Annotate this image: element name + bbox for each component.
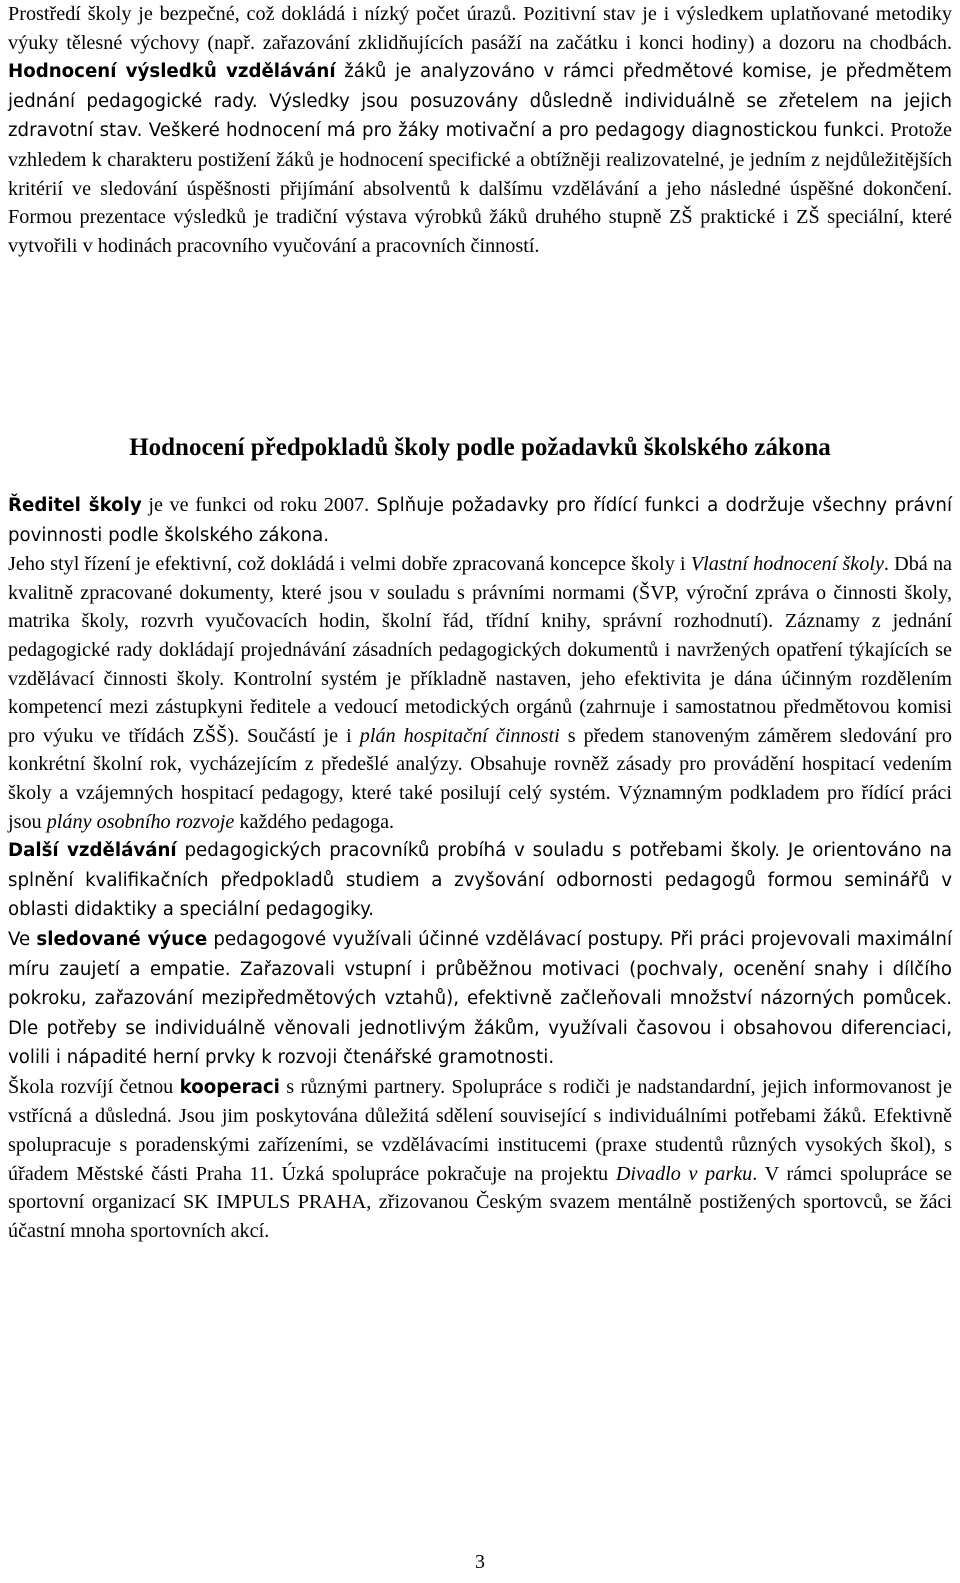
section-heading: Hodnocení předpokladů školy podle požadavků školského zákona	[129, 434, 831, 461]
director-text-1: je ve funkci od roku 2007.	[141, 494, 370, 516]
results-criteria-text: Protože vzhledem k charakteru postižení žáků je hodnocení specifické a obtížněji realizovatelné, je jedním z nejdůležitějších kritérií ve sledování úspěšnosti přijímání absolventů k dalšímu vzdělávání a jeho následné úspěšné dokončení. Formou prezentace výsledků je tradiční výstava výrobků žáků druhého stupně ZŠ praktické i ZŠ speciální, které vytvořili v hodinách pracovního vyučování a pracovních činností.	[8, 119, 952, 257]
management-text-3: s předem stanoveným záměrem sledování pro konkrétní školní rok, vycházejícím z předešlé analýzy. Obsahuje rovněž zásady pro provádění hospitací vedením školy a vzájemných hospitací pedagogy, které také posilují celý systém. Významným podkladem pro řídící práci jsou	[8, 724, 952, 833]
director-bold: Ředitel školy	[8, 495, 142, 516]
cooperation-bold: kooperaci	[179, 1076, 280, 1098]
cooperation-paragraph	[8, 1073, 952, 1246]
results-evaluation-text: žáků je analyzováno v rámci předmětové komise, je předmětem jednání pedagogické rady.	[8, 61, 952, 112]
cooperation-text-1: Škola rozvíjí četnou	[8, 1075, 180, 1098]
results-individual-text: Výsledky jsou posuzovány důsledně individuálně se zřetelem na jejich zdravotní stav. Veškeré hodnocení má pro žáky motivační a pro pedagogy diagnostickou funkci.	[8, 90, 952, 142]
results-evaluation-bold: Hodnocení výsledků vzdělávání	[8, 61, 336, 83]
further-education-paragraph	[8, 836, 952, 925]
further-education-text: pedagogických pracovníků probíhá v souladu s potřebami školy. Je orientováno na splnění kvalifikačních předpokladů studiem a zvyšování odbornosti pedagogů formou seminářů v oblasti didaktiky a speciální pedagogiky.	[8, 840, 953, 921]
observed-teaching-text-1: Ve	[8, 928, 37, 950]
management-text-4: každého pedagoga.	[234, 810, 395, 833]
director-paragraph	[8, 491, 952, 550]
observed-teaching-text-2: pedagogové využívali účinné vzdělávací postupy. Při práci projevovali maximální míru zaujetí a empatie. Zařazovali vstupní i průběžnou motivaci (pochvaly, ocenění snahy i dílčího pokroku, zařazování mezipředmětových vztahů), efektivně začleňovali množství názorných pomůcek. Dle potřeby se individuálně věnovali jednotlivým žákům, využívali časovou i obsahovou diferenciaci, volili i nápadité herní prvky k rozvoji čtenářské gramotnosti.	[8, 928, 953, 1069]
intro-sentence-safety: Prostředí školy je bezpečné, což dokládá i nízký počet úrazů. Pozitivní stav je i výsledkem uplatňované metodiky výuky tělesné výchovy (např. zařazování zklidňujících pasáží na začátku i konci hodiny) a dozoru na chodbách.	[8, 3, 952, 54]
management-italic-2: plán hospitační činnosti	[359, 724, 560, 747]
intro-block	[8, 0, 952, 260]
management-paragraph	[8, 550, 952, 836]
management-text-1: Jeho styl řízení je efektivní, což dokládá i velmi dobře zpracovaná koncepce školy i	[8, 553, 691, 576]
observed-teaching-paragraph	[8, 925, 952, 1073]
main-block	[8, 491, 952, 1245]
intro-paragraph	[8, 0, 952, 260]
page-number: 3	[475, 1551, 485, 1573]
further-education-bold: Další vzdělávání	[8, 840, 177, 862]
management-italic-3: plány osobního rozvoje	[46, 810, 235, 833]
cooperation-text-2: s různými partnery. Spolupráce s rodiči je nadstandardní, jejich informovanost je vstřícná a důsledná. Jsou jim poskytována důležitá sdělení související s individuálními potřebami žáků. Efektivně spolupracuje s poradenskými zařízeními, se vzdělávacími institucemi (praxe studentů různých vysokých škol), s úřadem Městské části Praha 11. Úzká spolupráce pokračuje na projektu	[8, 1075, 952, 1185]
management-italic-1: Vlastní hodnocení školy	[690, 553, 884, 576]
cooperation-text-3: . V rámci spolupráce se sportovní organizací SK IMPULS PRAHA, zřizovanou Českým svazem mentálně postižených sportovců, se žáci účastní mnoha sportovních akcí.	[8, 1162, 952, 1242]
director-text-2: Splňuje požadavky pro řídící funkci a dodržuje všechny právní povinnosti podle školského zákona.	[8, 495, 952, 546]
observed-teaching-bold: sledované výuce	[36, 928, 208, 950]
cooperation-italic: Divadlo v parku	[615, 1162, 753, 1185]
management-text-2: . Dbá na kvalitně zpracované dokumenty, které jsou v souladu s právními normami (ŠVP, výroční zpráva o činnosti školy, matrika školy, rozvrh vyučovacích hodin, školní řád, třídní knihy, správní rozhodnutí). Záznamy z jednání pedagogické rady dokládají projednávání zásadních pedagogických dokumentů i navržených opatření týkajících se vzdělávací činnosti školy. Kontrolní systém je příkladně nastaven, jeho efektivita je dána účinným rozdělením kompetencí mezi zástupkyni ředitele a vedoucí metodických orgánů (zahrnuje i samostatnou předmětovou komisi pro výuku ve třídách ZŠŠ). Součástí je i	[8, 553, 952, 747]
